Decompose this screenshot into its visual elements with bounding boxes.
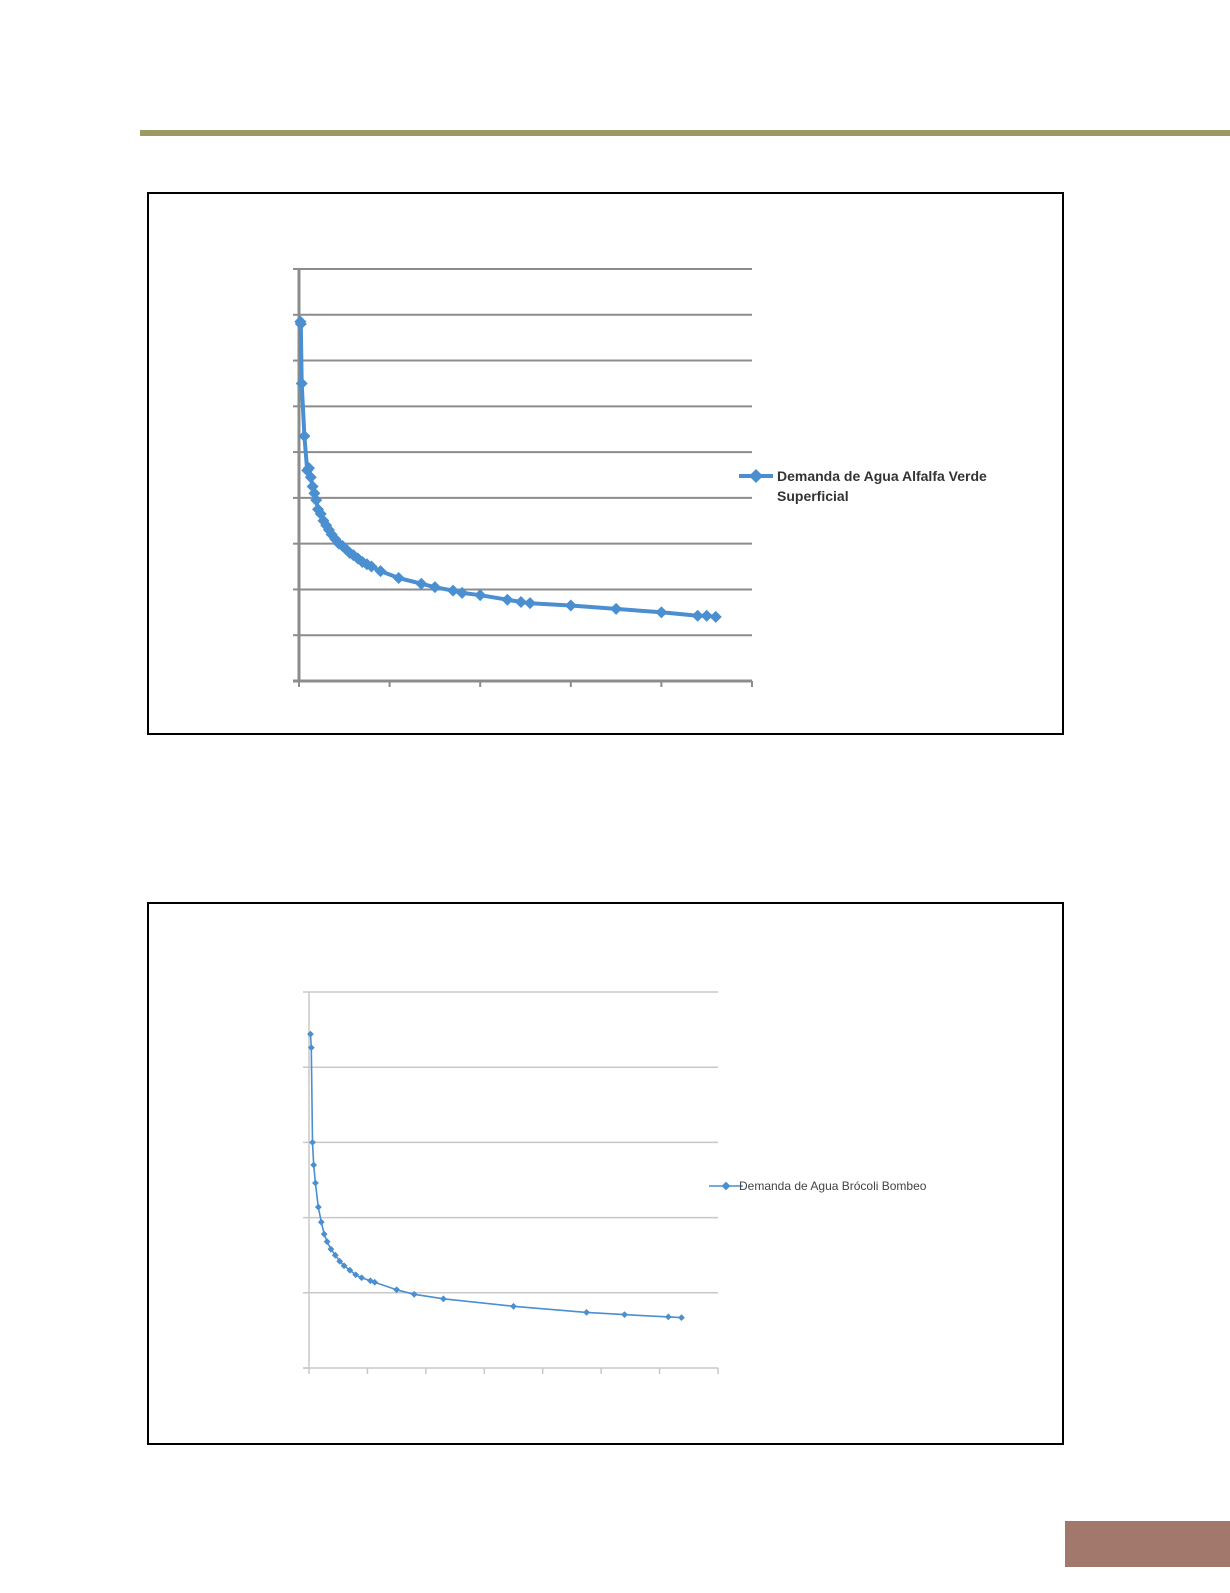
- legend-label-line: Superficial: [777, 487, 849, 504]
- data-point: [710, 611, 722, 623]
- data-point: [701, 610, 713, 622]
- data-point: [440, 1295, 447, 1302]
- chart-frame-brocoli: [147, 902, 1064, 1445]
- data-point: [411, 1291, 418, 1298]
- legend-label: [777, 468, 987, 504]
- data-point: [309, 1139, 316, 1146]
- data-point: [474, 589, 486, 601]
- data-point: [315, 1204, 322, 1211]
- legend-marker: [722, 1182, 731, 1191]
- data-point: [358, 1274, 365, 1281]
- data-point: [510, 1303, 517, 1310]
- data-point: [501, 594, 513, 606]
- chart-alfalfa: [149, 194, 1062, 733]
- data-point: [524, 597, 536, 609]
- series-line: [300, 322, 715, 617]
- data-point: [665, 1313, 672, 1320]
- data-point: [321, 1231, 328, 1238]
- data-point: [393, 572, 405, 584]
- data-point: [318, 1219, 325, 1226]
- data-point: [583, 1309, 590, 1316]
- data-point: [307, 1031, 314, 1038]
- data-point: [447, 585, 459, 597]
- data-point: [621, 1311, 628, 1318]
- data-point: [610, 603, 622, 615]
- data-point: [312, 1180, 319, 1187]
- chart-frame-alfalfa: [147, 192, 1064, 735]
- data-point: [655, 606, 667, 618]
- data-point: [324, 1238, 331, 1245]
- data-point: [429, 581, 441, 593]
- legend-label-line: Demanda de Agua Alfalfa Verde: [777, 467, 987, 484]
- header-rule: [140, 130, 1230, 136]
- chart-brocoli: [149, 904, 1062, 1443]
- data-point: [565, 599, 577, 611]
- data-point: [515, 596, 527, 608]
- data-point: [310, 1162, 317, 1169]
- data-point: [678, 1314, 685, 1321]
- data-point: [415, 578, 427, 590]
- page-corner-tab: [1065, 1521, 1230, 1567]
- legend-marker: [749, 469, 763, 483]
- legend-label: Demanda de Agua Brócoli Bombeo: [739, 1179, 927, 1194]
- series-line: [311, 1034, 682, 1318]
